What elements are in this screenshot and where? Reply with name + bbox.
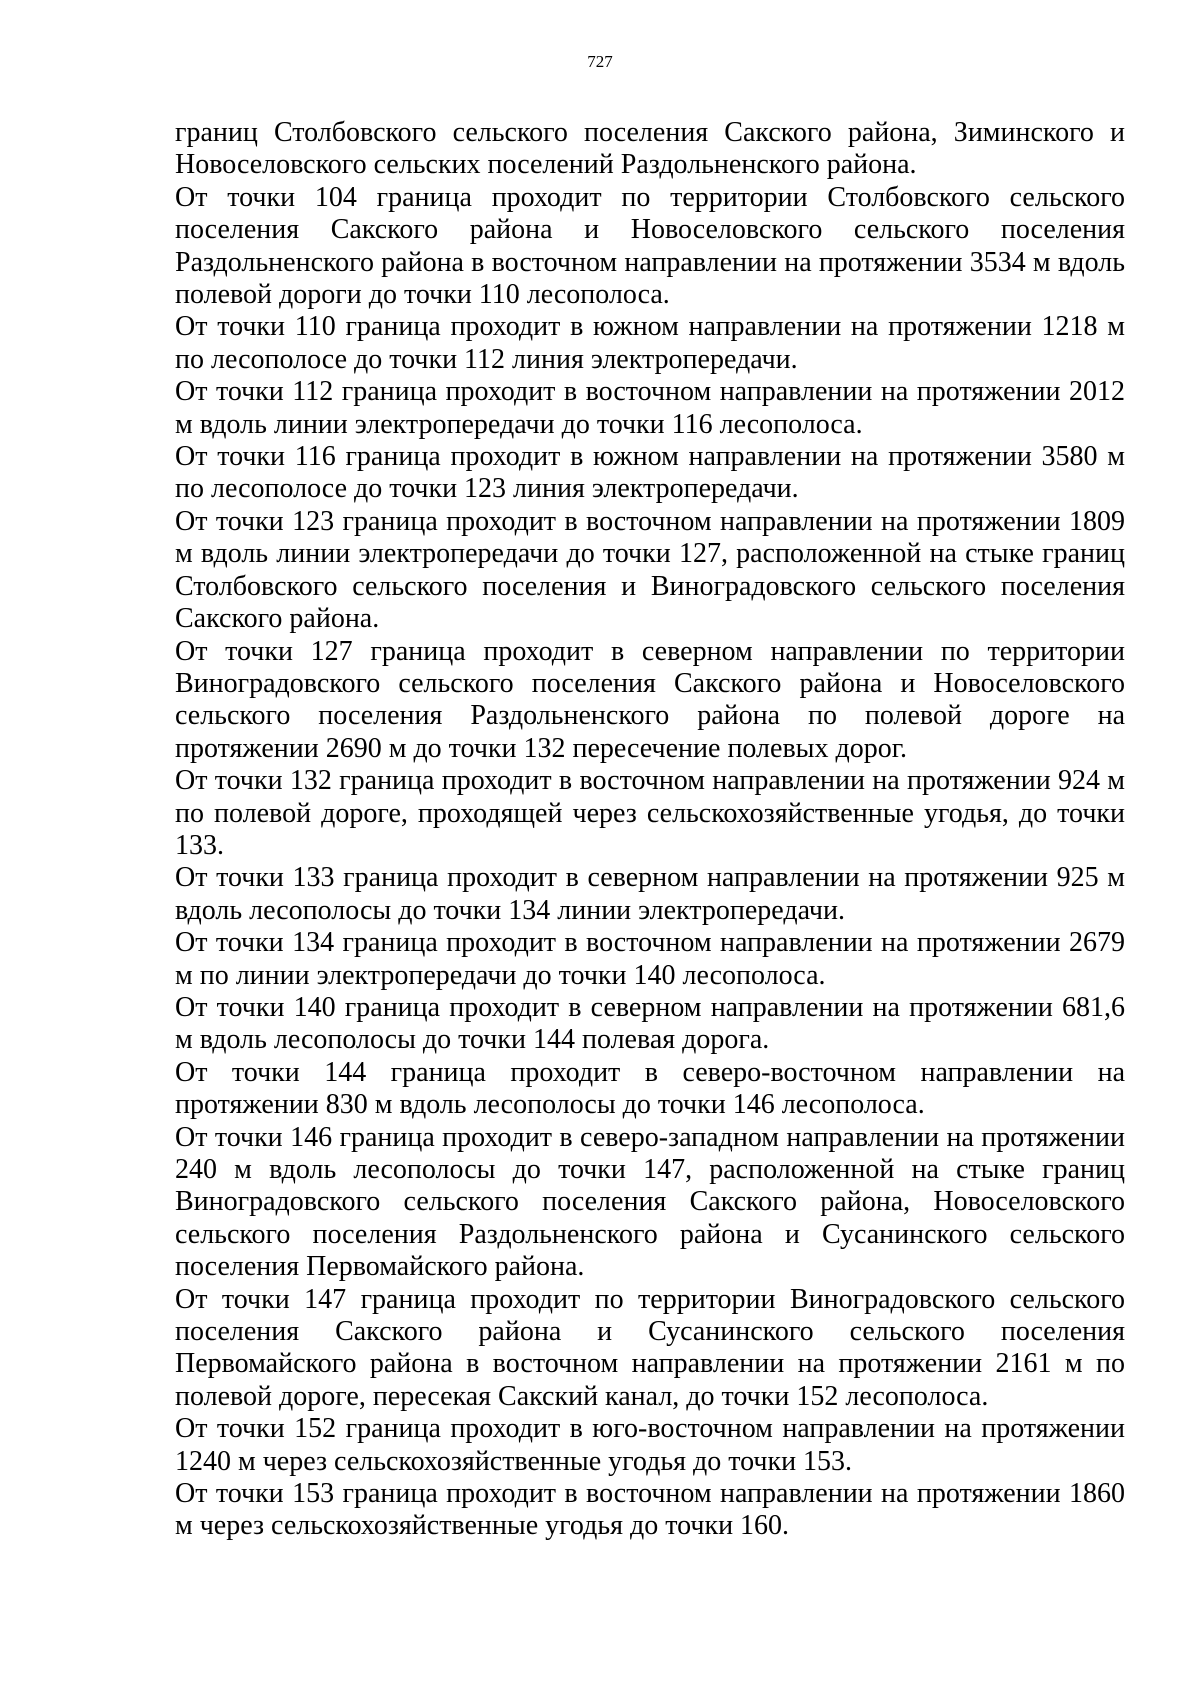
paragraph-point-153: От точки 153 граница проходит в восточном направлении на протяжении 1860 м через сельскохозяйственные угодья до точки 160. (175, 1478, 1125, 1542)
paragraph-point-116: От точки 116 граница проходит в южном направлении на протяжении 3580 м по лесополосе до точки 123 линия электропередачи. (175, 441, 1125, 505)
paragraph-point-146: От точки 146 граница проходит в северо-западном направлении на протяжении 240 м вдоль лесополосы до точки 147, расположенной на стыке границ Виноградовского сельского поселения Сакского района, Новоселовского сельского поселения Раздольненского района и Сусанинского сельского поселения Первомайского района. (175, 1121, 1125, 1283)
paragraph-point-147: От точки 147 граница проходит по территории Виноградовского сельского поселения Сакского района и Сусанинского сельского поселения Первомайского района в восточном направлении на протяжении 2161 м по полевой дороге, пересекая Сакский канал, до точки 152 лесополоса. (175, 1283, 1125, 1412)
paragraph-point-152: От точки 152 граница проходит в юго-восточном направлении на протяжении 1240 м через сельскохозяйственные угодья до точки 153. (175, 1413, 1125, 1477)
paragraph-point-133: От точки 133 граница проходит в северном направлении на протяжении 925 м вдоль лесополосы до точки 134 линии электропередачи. (175, 862, 1125, 926)
paragraph-point-144: От точки 144 граница проходит в северо-восточном направлении на протяжении 830 м вдоль лесополосы до точки 146 лесополоса. (175, 1056, 1125, 1121)
paragraph-continuation: границ Столбовского сельского поселения Сакского района, Зиминского и Новоселовского сельских поселений Раздольненского района. (175, 117, 1125, 181)
paragraph-point-112: От точки 112 граница проходит в восточном направлении на протяжении 2012 м вдоль линии электропередачи до точки 116 лесополоса. (175, 376, 1125, 440)
paragraph-point-110: От точки 110 граница проходит в южном направлении на протяжении 1218 м по лесополосе до точки 112 линия электропередачи. (175, 311, 1125, 375)
paragraph-point-132: От точки 132 граница проходит в восточном направлении на протяжении 924 м по полевой дороге, проходящей через сельскохозяйственные угодья, до точки 133. (175, 765, 1125, 861)
paragraph-point-123: От точки 123 граница проходит в восточном направлении на протяжении 1809 м вдоль линии электропередачи до точки 127, расположенной на стыке границ Столбовского сельского поселения и Виноградовского сельского поселения Сакского района. (175, 505, 1125, 635)
paragraph-point-104: От точки 104 граница проходит по территории Столбовского сельского поселения Сакского района и Новоселовского сельского поселения Раздольненского района в восточном направлении на протяжении 3534 м вдоль полевой дороги до точки 110 лесополоса. (175, 181, 1125, 311)
paragraph-point-134: От точки 134 граница проходит в восточном направлении на протяжении 2679 м по линии электропередачи до точки 140 лесополоса. (175, 927, 1125, 991)
paragraph-point-140: От точки 140 граница проходит в северном направлении на протяжении 681,6 м вдоль лесополосы до точки 144 полевая дорога. (175, 991, 1125, 1056)
page-number: 727 (587, 52, 613, 71)
paragraph-point-127: От точки 127 граница проходит в северном направлении по территории Виноградовского сельского поселения Сакского района и Новоселовского сельского поселения Раздольненского района по полевой дороге на протяжении 2690 м до точки 132 пересечение полевых дорог. (175, 635, 1125, 764)
document-body (175, 117, 1125, 1543)
